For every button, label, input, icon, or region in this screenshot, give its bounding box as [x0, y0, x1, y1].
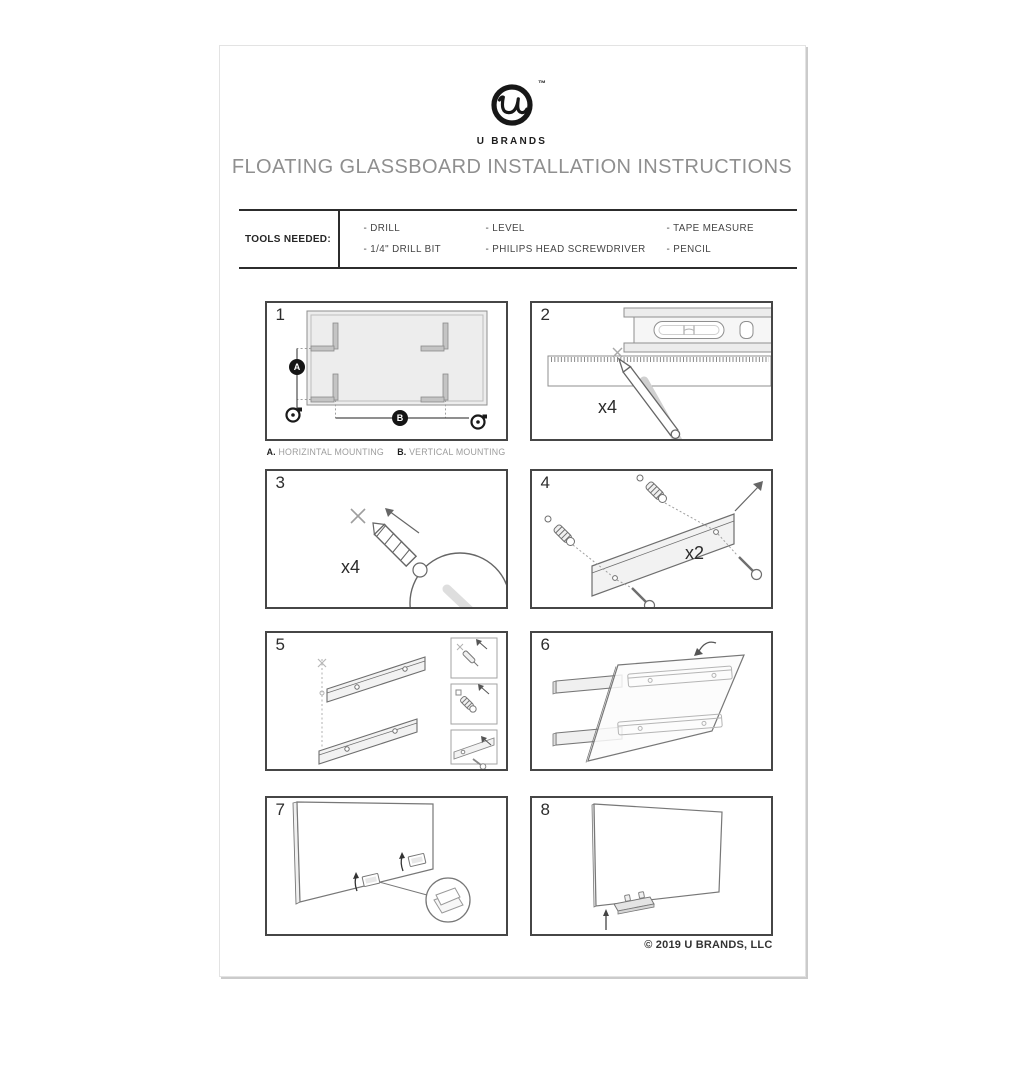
curved-arrow — [694, 642, 716, 656]
quantity-label: x2 — [684, 543, 704, 563]
step5-install-rails-diagram — [267, 633, 506, 769]
step-panel-6 — [530, 631, 773, 771]
wall-anchor-icon — [644, 481, 668, 505]
step-number: 4 — [540, 473, 550, 492]
inset-screw-step — [451, 730, 497, 769]
glassboard — [592, 804, 722, 907]
step-panel-1 — [265, 301, 508, 441]
glassboard — [293, 802, 433, 904]
step3-drill-holes-diagram — [267, 471, 506, 607]
tape-measure-icon — [471, 415, 487, 429]
step2-mark-with-level-diagram — [532, 303, 771, 439]
step4-anchors-rail-diagram — [532, 471, 771, 607]
step-panel-7 — [265, 796, 508, 936]
level-icon — [624, 308, 771, 352]
caption-a-text: HORIZINTAL MOUNTING — [278, 447, 384, 457]
step-panel-4 — [530, 469, 773, 609]
magnifier-detail — [426, 878, 470, 922]
caption-b-label: B. — [397, 447, 407, 457]
step1-board-back-diagram — [267, 303, 506, 439]
tools-list — [340, 211, 797, 267]
step-number: 1 — [275, 305, 285, 324]
mounting-caption — [265, 447, 508, 457]
tool-item-drill-bit: - 1/4" DRILL BIT — [363, 244, 442, 255]
page-title: FLOATING GLASSBOARD INSTALLATION INSTRUCTIONS — [231, 156, 793, 178]
step-panel-2 — [530, 301, 773, 441]
step6-hang-board-diagram — [532, 633, 771, 769]
brand-logo — [220, 79, 805, 147]
screw-icon — [718, 534, 762, 580]
tool-item-tape-measure: - TAPE MEASURE — [666, 223, 754, 234]
step-number: 3 — [275, 473, 285, 492]
step-number: 8 — [540, 800, 550, 819]
instruction-sheet — [219, 45, 806, 977]
caption-b-text: VERTICAL MOUNTING — [409, 447, 506, 457]
brand-name: U BRANDS — [476, 136, 548, 147]
tool-item-level: - LEVEL — [485, 223, 525, 234]
step-number: 7 — [275, 800, 285, 819]
inset-drill-step — [451, 638, 497, 678]
trademark-symbol: ™ — [538, 79, 546, 88]
u-brands-circle-icon — [489, 82, 535, 128]
caption-a-label: A. — [266, 447, 276, 457]
badge-a-label: A — [293, 362, 300, 373]
badge-b-label: B — [396, 413, 403, 424]
mounting-rail — [319, 719, 417, 764]
tool-item-drill: - DRILL — [363, 223, 401, 234]
tool-item-screwdriver: - PHILIPS HEAD SCREWDRIVER — [485, 244, 646, 255]
mounting-rail — [592, 514, 734, 596]
step8-marker-tray-diagram — [532, 798, 771, 934]
drill-icon — [373, 523, 506, 607]
step-panel-3 — [265, 469, 508, 609]
tool-item-pencil: - PENCIL — [666, 244, 712, 255]
quantity-label: x4 — [340, 557, 360, 577]
up-arrow — [603, 909, 609, 930]
tools-needed-label: TOOLS NEEDED: — [239, 211, 340, 267]
step-panel-8 — [530, 796, 773, 936]
inset-anchor-step — [451, 684, 497, 724]
ruler-icon — [548, 356, 771, 386]
step-number: 6 — [540, 635, 550, 654]
step-number: 2 — [540, 305, 550, 324]
tools-needed-bar — [239, 209, 797, 269]
brand-logo-mark — [489, 79, 546, 128]
x-mark — [351, 509, 365, 523]
direction-arrow — [735, 481, 763, 511]
wall-anchor-icon — [552, 524, 576, 548]
tape-measure-icon — [286, 408, 302, 422]
mounting-rail — [327, 657, 425, 702]
step7-adhesive-pads-diagram — [267, 798, 506, 934]
copyright-text: © 2019 U BRANDS, LLC — [644, 939, 773, 951]
step-number: 5 — [275, 635, 285, 654]
quantity-label: x4 — [597, 397, 617, 417]
step-panel-5 — [265, 631, 508, 771]
